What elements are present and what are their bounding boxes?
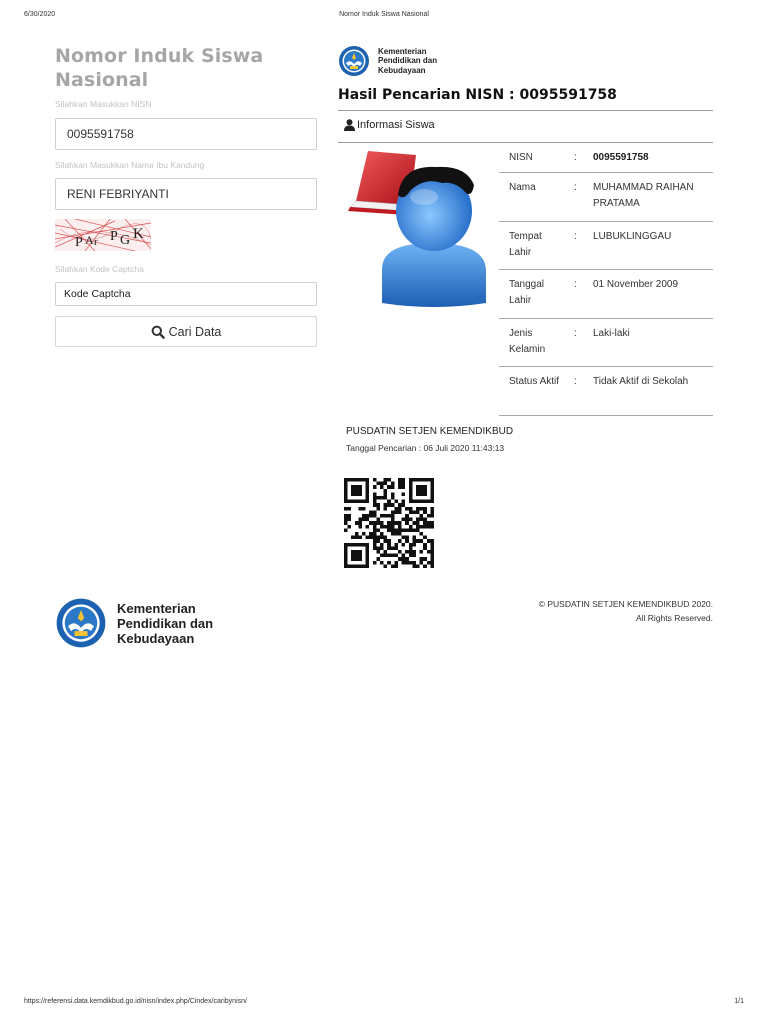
row-value: LUBUKLINGGAU — [593, 231, 672, 242]
form-title: Nomor Induk Siswa Nasional — [55, 45, 264, 91]
logo-line: Pendidikan dan — [378, 56, 438, 66]
copyright — [539, 597, 713, 625]
table-row — [499, 270, 713, 319]
tut-wuri-handayani-logo — [55, 597, 107, 649]
table-row — [499, 319, 713, 367]
table-row — [499, 173, 713, 222]
search-form — [55, 44, 317, 339]
cari-data-label: Cari Data — [168, 324, 222, 339]
header-logo — [338, 44, 437, 78]
header-logo-text — [378, 47, 437, 76]
rights-line: All Rights Reserved. — [635, 613, 713, 623]
captcha-image — [55, 219, 151, 251]
captcha-char: K — [133, 226, 144, 242]
row-value: Laki-laki — [593, 328, 630, 339]
print-title: Nomor Induk Siswa Nasional — [339, 11, 429, 18]
section-header — [344, 119, 435, 131]
cari-data-button[interactable] — [55, 316, 317, 347]
row-value: 0095591758 — [593, 152, 649, 163]
search-timestamp: Tanggal Pencarian : 06 Juli 2020 11:43:13 — [346, 443, 505, 453]
row-key: Tanggal Lahir — [509, 279, 545, 306]
tut-wuri-handayani-logo — [338, 45, 370, 77]
divider — [338, 110, 713, 111]
row-sep: : — [574, 182, 577, 193]
copyright-line: © PUSDATIN SETJEN KEMENDIKBUD 2020. — [538, 599, 713, 609]
ibu-kandung-input[interactable]: RENI FEBRIYANTI — [55, 178, 317, 210]
ibu-kandung-hint: Silahkan Masukkan Nama Ibu Kandung — [55, 160, 205, 170]
footer-logo-text — [117, 601, 213, 646]
section-label: Informasi Siswa — [357, 119, 435, 131]
print-page-number: 1/1 — [734, 998, 744, 1005]
captcha-char: P — [110, 229, 118, 244]
captcha-hint: Silahkan Kode Captcha — [55, 264, 144, 274]
row-value: Tidak Aktif di Sekolah — [593, 376, 689, 387]
logo-line: Kementerian — [378, 46, 427, 56]
print-url: https://referensi.data.kemdikbud.go.id/nisn/index.php/Cindex/caribynisn/ — [24, 998, 247, 1005]
row-sep: : — [574, 279, 577, 290]
row-key: Tempat Lahir — [509, 231, 542, 258]
print-date: 6/30/2020 — [24, 11, 56, 18]
student-info-table — [499, 143, 713, 416]
nisn-input[interactable]: 0095591758 — [55, 118, 317, 150]
row-sep: : — [574, 376, 577, 387]
nisn-hint: Silahkan Masukkan NISN — [55, 99, 152, 109]
pusdatin-label: PUSDATIN SETJEN KEMENDIKBUD — [346, 426, 514, 437]
print-footer — [24, 998, 744, 1010]
table-row — [499, 367, 713, 416]
row-key: Status Aktif — [509, 376, 560, 387]
captcha-char: A — [85, 233, 94, 247]
row-value: 01 November 2009 — [593, 279, 679, 290]
row-key: NISN — [509, 152, 533, 163]
row-key: Jenis Kelamin — [509, 328, 546, 355]
row-key: Nama — [509, 182, 536, 193]
student-avatar-icon — [346, 151, 496, 311]
captcha-char: r — [94, 236, 98, 248]
row-value: MUHAMMAD RAIHAN PRATAMA — [593, 182, 694, 209]
table-row — [499, 222, 713, 270]
print-header — [24, 11, 744, 23]
logo-line: Kementerian — [117, 600, 196, 616]
user-icon — [344, 119, 355, 131]
footer-logo — [55, 597, 213, 649]
logo-line: Kebudayaan — [117, 630, 195, 646]
logo-line: Pendidikan dan — [117, 615, 214, 631]
captcha-char: G — [120, 233, 131, 248]
row-sep: : — [574, 152, 577, 163]
captcha-text: P — [75, 235, 83, 250]
result-title: Hasil Pencarian NISN : 0095591758 — [338, 87, 617, 103]
table-row — [499, 143, 713, 173]
row-sep: : — [574, 328, 577, 339]
search-icon — [151, 325, 165, 339]
captcha-input[interactable]: Kode Captcha — [55, 282, 317, 306]
logo-line: Kebudayaan — [378, 65, 426, 75]
row-sep: : — [574, 231, 577, 242]
qr-code — [341, 478, 437, 568]
